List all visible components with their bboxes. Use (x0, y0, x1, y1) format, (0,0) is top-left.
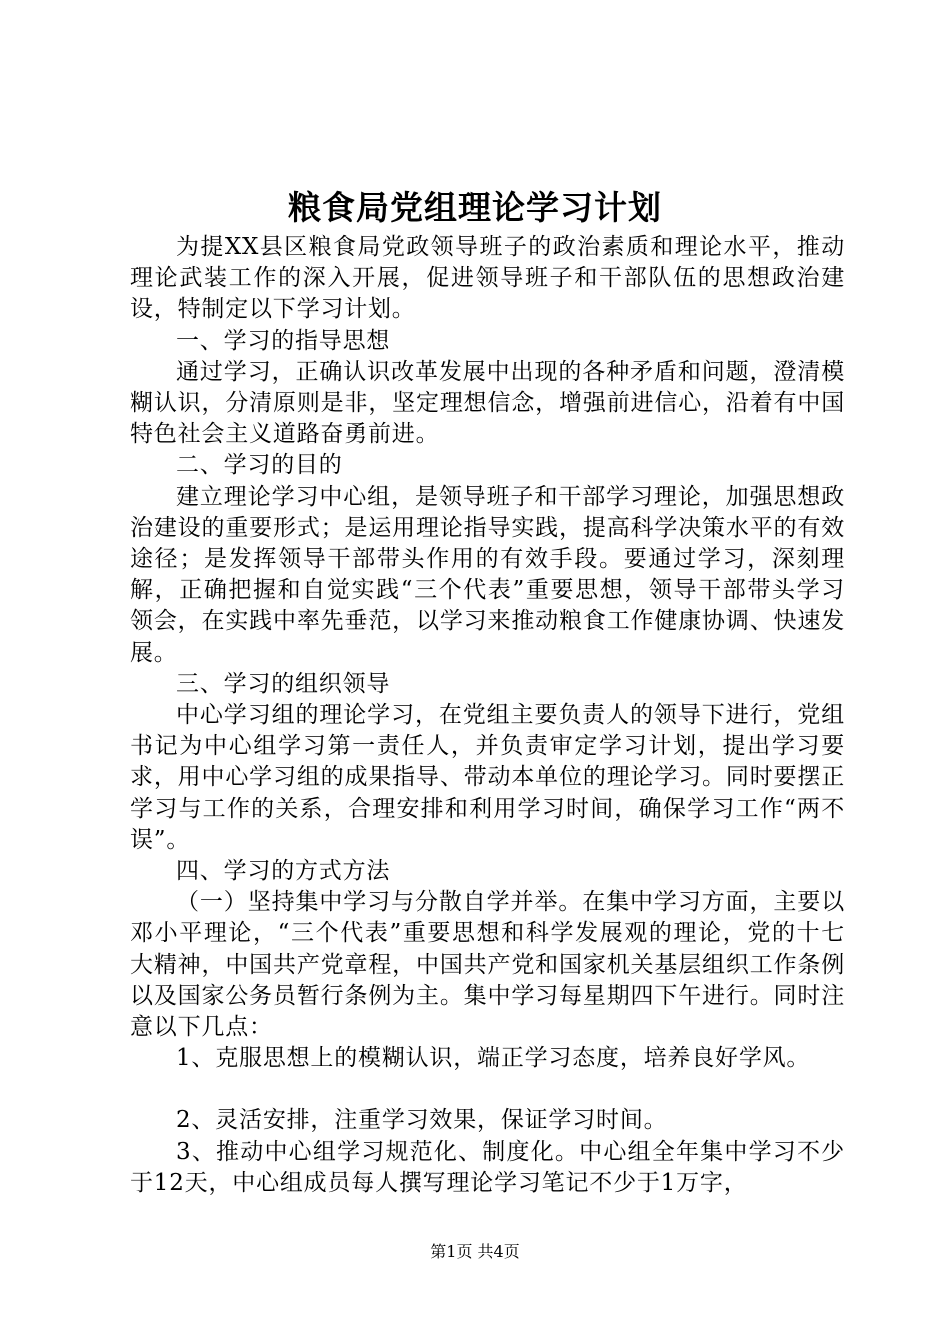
section-text-guiding-thought: 通过学习，正确认识改革发展中出现的各种矛盾和问题，澄清模糊认识，分清原则是非，坚定理想信念，增强前进信心，沿着有中国特色社会主义道路奋勇前进。 (130, 358, 845, 448)
list-item-point-1: 1、克服思想上的模糊认识，端正学习态度，培养良好学风。 (176, 1045, 811, 1072)
section-heading-organization: 三、学习的组织领导 (176, 670, 391, 697)
list-item-point-2: 2、灵活安排，注重学习效果，保证学习时间。 (176, 1107, 668, 1134)
blank-line (130, 1074, 845, 1105)
document-body (130, 232, 845, 1199)
section-heading-methods: 四、学习的方式方法 (176, 858, 391, 885)
page-number-footer: 第1页 共4页 (430, 1242, 520, 1261)
document-title: 粮食局党组理论学习计划 (288, 188, 662, 227)
section-text-organization: 中心学习组的理论学习，在党组主要负责人的领导下进行，党组书记为中心组学习第一责任人，并负责审定学习计划，提出学习要求，用中心学习组的成果指导、带动本单位的理论学习。同时要摆正学习与工作的关系，合理安排和利用学习时间，确保学习工作“两不误”。 (130, 702, 845, 853)
list-item-point-3: 3、推动中心组学习规范化、制度化。中心组全年集中学习不少于12天，中心组成员每人撰写理论学习笔记不少于1万字， (130, 1138, 845, 1196)
section-text-methods: （一）坚持集中学习与分散自学并举。在集中学习方面，主要以邓小平理论，“三个代表”重要思想和科学发展观的理论，党的十七大精神，中国共产党章程，中国共产党和国家机关基层组织工作条例以及国家公务员暂行条例为主。集中学习每星期四下午进行。同时注意以下几点： (130, 889, 845, 1041)
intro-paragraph: 为提XX县区粮食局党政领导班子的政治素质和理论水平，推动理论武装工作的深入开展，促进领导班子和干部队伍的思想政治建设，特制定以下学习计划。 (130, 234, 845, 323)
section-text-purpose: 建立理论学习中心组，是领导班子和干部学习理论，加强思想政治建设的重要形式；是运用理论指导实践，提高科学决策水平的有效途径；是发挥领导干部带头作用的有效手段。要通过学习，深刻理解，正确把握和自觉实践“三个代表”重要思想，领导干部带头学习领会，在实践中率先垂范，以学习来推动粮食工作健康协调、快速发展。 (130, 483, 845, 666)
section-heading-guiding-thought: 一、学习的指导思想 (176, 327, 391, 354)
section-heading-purpose: 二、学习的目的 (176, 452, 343, 479)
